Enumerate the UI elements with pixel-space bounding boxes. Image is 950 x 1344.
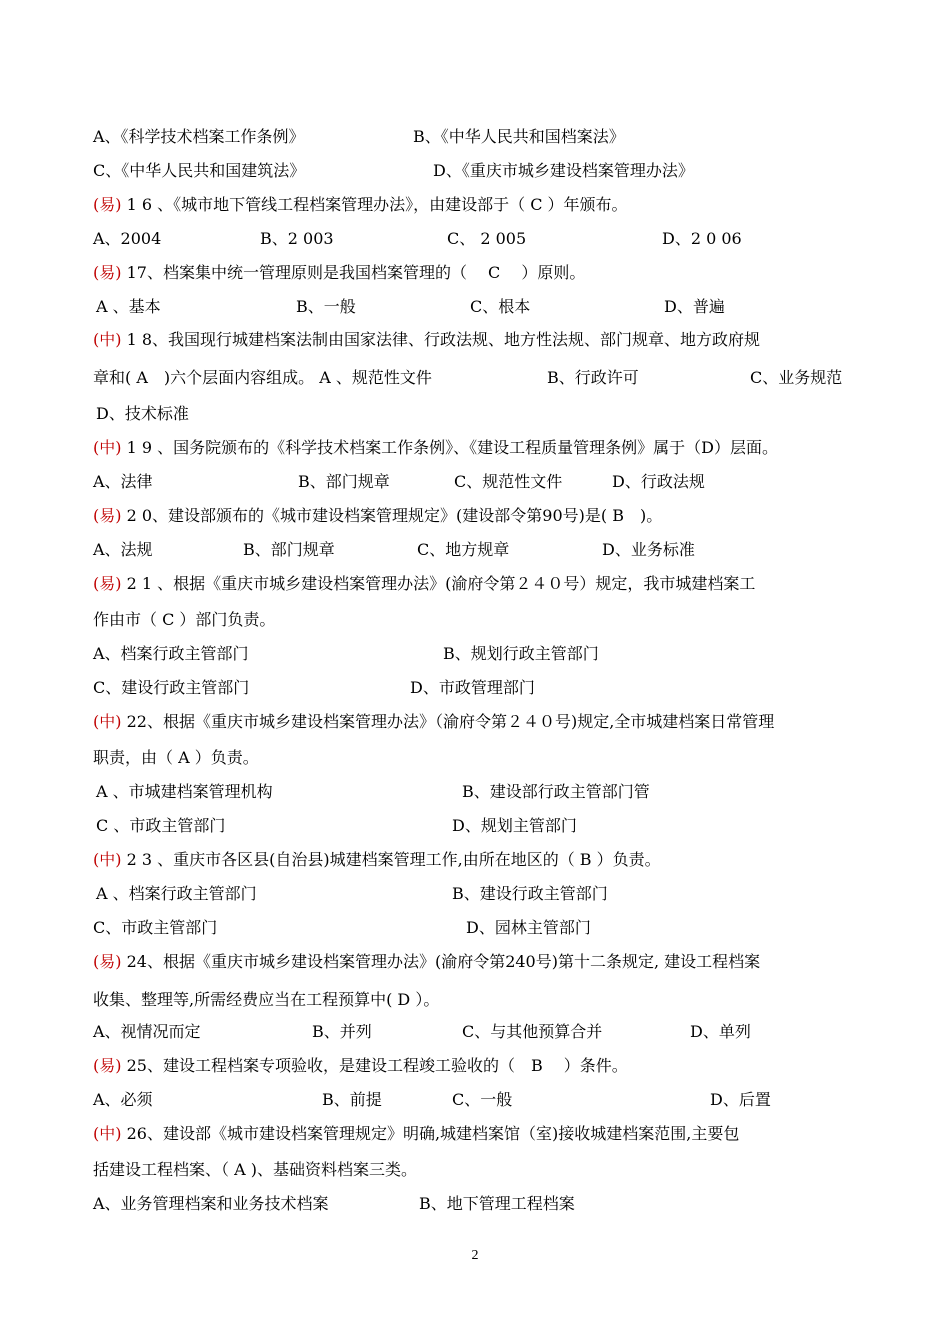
question-text: 1 9 、国务院颁布的《科学技术档案工作条例》、《建设工程质量管理条例》属于（D）层面。 <box>121 438 778 457</box>
answer-option: C、一般 <box>452 1090 513 1109</box>
answer-option: C、 2 005 <box>447 229 527 248</box>
question-line <box>93 990 439 1010</box>
question-text: 职责，由（ A ）负责。 <box>93 748 259 767</box>
question-text: D、技术标准 <box>96 404 189 423</box>
question-text: 收集、整理等,所需经费应当在工程预算中( D ）。 <box>93 990 440 1009</box>
answer-option: A、视情况而定 <box>93 1022 201 1041</box>
difficulty-tag: (中) <box>93 712 122 731</box>
answer-option: B、2 003 <box>260 229 334 248</box>
answer-option: B、规划行政主管部门 <box>443 644 599 663</box>
question-line <box>93 574 755 594</box>
answer-option: C、建设行政主管部门 <box>93 678 250 697</box>
question-line <box>93 330 760 350</box>
question-line <box>93 952 760 972</box>
question-text: 作由市（ C ）部门负责。 <box>93 610 276 629</box>
answer-option: A、法律 <box>93 472 153 491</box>
answer-option: B、《中华人民共和国档案法》 <box>413 127 625 146</box>
question-line <box>93 506 662 526</box>
difficulty-tag: (中) <box>93 330 122 349</box>
question-line <box>93 1124 739 1144</box>
answer-option: A、业务管理档案和业务技术档案 <box>93 1194 329 1213</box>
question-text: 24、根据《重庆市城乡建设档案管理办法》(渝府令第240号)第十二条规定, 建设工程档案 <box>121 952 761 971</box>
question-line <box>93 850 661 870</box>
question-text: 26、建设部《城市建设档案管理规定》明确,城建档案馆（室)接收城建档案范围,主要包 <box>121 1124 740 1143</box>
question-line <box>96 404 189 424</box>
question-text: 括建设工程档案、（ A )、基础资料档案三类。 <box>93 1160 417 1179</box>
difficulty-tag: (易) <box>93 263 122 282</box>
answer-option: A、档案行政主管部门 <box>93 644 249 663</box>
question-line <box>93 1056 628 1076</box>
question-text: 1 8、我国现行城建档案法制由国家法律、行政法规、地方性法规、部门规章、地方政府规 <box>121 330 761 349</box>
question-text: 22、根据《重庆市城乡建设档案管理办法》（渝府令第２４０号)规定,全市城建档案日常管理 <box>121 712 775 731</box>
answer-option: A 、市城建档案管理机构 <box>96 782 273 801</box>
answer-option: C 、市政主管部门 <box>96 816 226 835</box>
answer-option: A、《科学技术档案工作条例》 <box>93 127 305 146</box>
question-text: 章和( A )六个层面内容组成。 A 、规范性文件 <box>93 368 432 387</box>
question-line <box>93 712 774 732</box>
answer-option: D、园林主管部门 <box>466 918 591 937</box>
answer-option: D、行政法规 <box>612 472 705 491</box>
answer-option: D、后置 <box>710 1090 771 1109</box>
answer-option: D、市政管理部门 <box>410 678 535 697</box>
page-number: 2 <box>471 1248 479 1263</box>
answer-option: D、规划主管部门 <box>452 816 577 835</box>
question-text: 17、档案集中统一管理原则是我国档案管理的（ C ）原则。 <box>121 263 586 282</box>
answer-option: B、行政许可 <box>547 368 639 387</box>
answer-option: B、并列 <box>312 1022 372 1041</box>
difficulty-tag: (易) <box>93 195 122 214</box>
question-text: 1 6 、《城市地下管线工程档案管理办法》，由建设部于（ C ）年颁布。 <box>121 195 628 214</box>
answer-option: C、业务规范 <box>750 368 843 387</box>
question-line <box>93 263 585 283</box>
answer-option: C、根本 <box>470 297 531 316</box>
difficulty-tag: (易) <box>93 952 122 971</box>
answer-option: D、2 0 06 <box>662 229 742 248</box>
question-text: 2 3 、重庆市各区县(自治县)城建档案管理工作,由所在地区的（ B ）负责。 <box>121 850 661 869</box>
answer-option: D、《重庆市城乡建设档案管理办法》 <box>433 161 694 180</box>
difficulty-tag: (中) <box>93 438 122 457</box>
answer-option: A、2004 <box>93 229 162 248</box>
answer-option: C、规范性文件 <box>454 472 563 491</box>
question-text: 2 0、建设部颁布的《城市建设档案管理规定》(建设部令第90号)是( B )。 <box>121 506 663 525</box>
question-line <box>93 748 259 768</box>
answer-option: D、业务标准 <box>602 540 695 559</box>
answer-option: A 、档案行政主管部门 <box>96 884 257 903</box>
question-line <box>93 195 628 215</box>
answer-option: B、部门规章 <box>298 472 390 491</box>
question-line <box>93 1160 417 1180</box>
question-line <box>93 610 275 630</box>
difficulty-tag: (易) <box>93 506 122 525</box>
question-line <box>93 368 432 388</box>
answer-option: D、单列 <box>690 1022 751 1041</box>
answer-option: C、《中华人民共和国建筑法》 <box>93 161 306 180</box>
answer-option: A 、基本 <box>96 297 161 316</box>
answer-option: C、市政主管部门 <box>93 918 218 937</box>
difficulty-tag: (中) <box>93 850 122 869</box>
answer-option: C、与其他预算合并 <box>462 1022 603 1041</box>
difficulty-tag: (中) <box>93 1124 122 1143</box>
answer-option: D、普遍 <box>664 297 725 316</box>
answer-option: A、必须 <box>93 1090 153 1109</box>
answer-option: B、建设行政主管部门 <box>452 884 608 903</box>
answer-option: B、地下管理工程档案 <box>419 1194 575 1213</box>
answer-option: B、建设部行政主管部门管 <box>462 782 650 801</box>
difficulty-tag: (易) <box>93 574 122 593</box>
answer-option: B、前提 <box>322 1090 382 1109</box>
question-line <box>93 438 778 458</box>
answer-option: B、一般 <box>296 297 356 316</box>
answer-option: C、地方规章 <box>417 540 510 559</box>
answer-option: B、部门规章 <box>243 540 335 559</box>
difficulty-tag: (易) <box>93 1056 122 1075</box>
question-text: 25、建设工程档案专项验收，是建设工程竣工验收的（ B ）条件。 <box>121 1056 628 1075</box>
question-text: 2 1 、根据《重庆市城乡建设档案管理办法》(渝府令第２４０号）规定，我市城建档案工 <box>121 574 756 593</box>
answer-option: A、法规 <box>93 540 153 559</box>
